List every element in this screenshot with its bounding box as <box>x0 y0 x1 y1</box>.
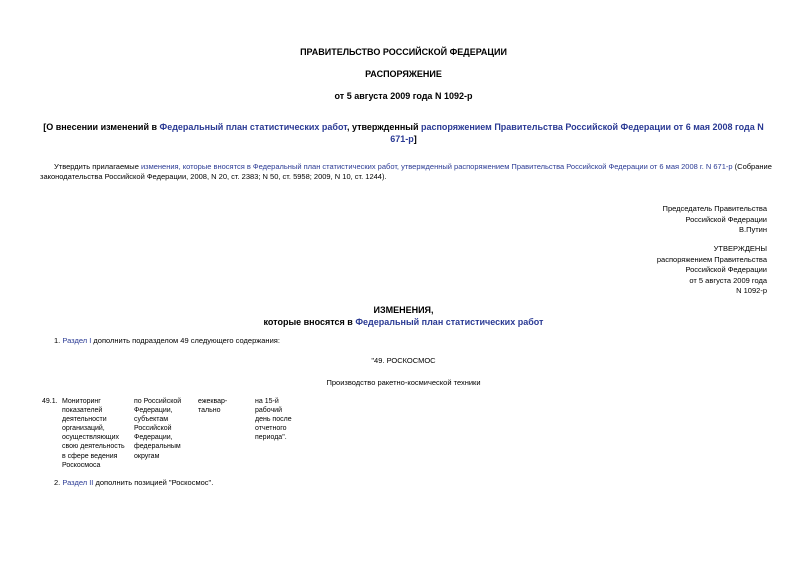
approval-line4: от 5 августа 2009 года <box>689 275 767 285</box>
order-link-continued[interactable]: 671-р <box>390 134 414 144</box>
approval-line5: N 1092-р <box>736 286 767 295</box>
changes-heading: ИЗМЕНЕНИЯ, <box>373 305 434 315</box>
approval-line2: распоряжением Правительства <box>656 254 767 264</box>
section-subtitle: Производство ракетно-космической техники <box>326 378 481 387</box>
changes-plan-link[interactable]: Федеральный план статистических работ <box>355 317 544 327</box>
approval-title: УТВЕРЖДЕНЫ <box>713 244 767 253</box>
changes-sub-lead: которые вносятся в <box>263 317 356 327</box>
intro-lead: Утвердить прилагаемые <box>54 162 141 171</box>
document-title <box>40 121 767 145</box>
section-2-link[interactable]: Раздел II <box>62 478 94 487</box>
document-type: РАСПОРЯЖЕНИЕ <box>365 69 442 79</box>
changes-link[interactable]: изменения, которые вносятся в Федеральный план статистических работ, утвержденный распоряжением Правительства Российской Федерации от 6 мая 2008 г. N 671-р <box>140 162 733 171</box>
item-1 <box>54 336 280 346</box>
signature-country: Российской Федерации <box>685 214 767 224</box>
title-close: ] <box>413 134 417 144</box>
approval-line3: Российской Федерации <box>685 265 767 274</box>
government-heading: ПРАВИТЕЛЬСТВО РОССИЙСКОЙ ФЕДЕРАЦИИ <box>300 47 507 57</box>
order-link[interactable]: распоряжением Правительства Российской Федерации от 6 мая 2008 года N <box>420 122 764 132</box>
item-1-text: дополнить подразделом 49 следующего содержания: <box>91 336 280 345</box>
title-open: [О внесении изменений в <box>43 122 160 132</box>
signature-position: Председатель Правительства <box>662 204 767 213</box>
signature-name: В.Путин <box>739 225 767 234</box>
item-2-text: дополнить позицией "Роскосмос". <box>93 478 214 487</box>
section-1-link[interactable]: Раздел I <box>62 336 92 345</box>
date-number: от 5 августа 2009 года N 1092-р <box>334 91 473 101</box>
indicator-cell: Мониторинг показателей деятельности организаций, осуществляющих свою деятельность в сфере ведения Роскосмоса <box>62 398 125 469</box>
deadline-cell: на 15-й рабочий день после отчетного периода". <box>255 398 292 442</box>
period-cell: ежеквар- тально <box>198 398 228 415</box>
section-title: "49. РОСКОСМОС <box>371 356 436 365</box>
intro-paragraph <box>40 162 770 182</box>
signature-block <box>663 204 767 236</box>
item-1-number: 1. <box>54 336 63 345</box>
changes-subheading <box>0 317 807 327</box>
item-2 <box>54 478 213 488</box>
title-middle: , утвержденный <box>346 122 421 132</box>
approval-block <box>657 244 767 297</box>
intro-tail: (Собрание <box>732 162 772 171</box>
plan-link[interactable]: Федеральный план статистических работ <box>159 122 347 132</box>
item-2-number: 2. <box>54 478 63 487</box>
level-cell: по Российской Федерации, субъектам Российской Федерации, федеральным округам <box>134 398 182 460</box>
row-number: 49.1. <box>42 398 58 405</box>
intro-line2: законодательства Российской Федерации, 2008, N 20, ст. 2383; N 50, ст. 5958; 2009, N 10, ст. 1244). <box>40 172 387 181</box>
